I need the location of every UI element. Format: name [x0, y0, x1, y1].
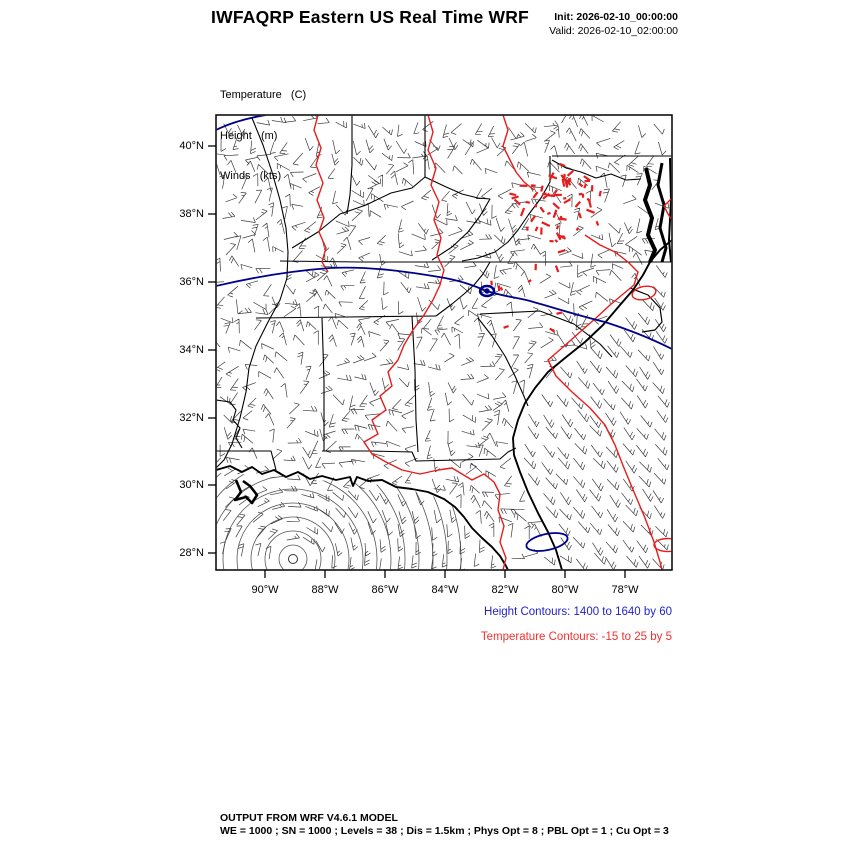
lat-tick-label: 40°N: [179, 140, 204, 152]
lon-tick-label: 86°W: [371, 584, 399, 596]
lon-tick-label: 84°W: [431, 584, 459, 596]
legend-temperature-line: Temperature (C): [220, 89, 307, 101]
init-timestamp: Init: 2026-02-10_00:00:00: [554, 11, 678, 23]
plot-title: IWFAQRP Eastern US Real Time WRF: [211, 7, 529, 27]
height-contour-lines: [216, 115, 672, 554]
lat-tick-label: 32°N: [179, 412, 204, 424]
lon-tick-label: 90°W: [251, 584, 279, 596]
temperature-contour-lines: [314, 115, 682, 570]
legend-height-line: Height (m): [220, 129, 278, 142]
lat-tick-label: 30°N: [179, 479, 204, 491]
lon-tick-label: 80°W: [551, 584, 579, 596]
footer-config-line: WE = 1000 ; SN = 1000 ; Levels = 38 ; Dis = 1.5km ; Phys Opt = 8 ; PBL Opt = 1 ; Cu Opt = 3: [220, 825, 669, 837]
footer-model-line: OUTPUT FROM WRF V4.6.1 MODEL: [220, 812, 398, 824]
map-frame: [216, 115, 672, 570]
lat-tick-label: 36°N: [179, 276, 204, 288]
height-contours-note: Height Contours: 1400 to 1640 by 60: [484, 606, 672, 618]
lat-tick-label: 34°N: [179, 344, 204, 356]
lon-tick-label: 82°W: [491, 584, 519, 596]
lon-tick-label: 78°W: [611, 584, 639, 596]
lon-tick-label: 88°W: [311, 584, 339, 596]
temperature-contours-note: Temperature Contours: -15 to 25 by 5: [480, 631, 672, 643]
wind-barbs-layer: [210, 111, 669, 572]
low-center-marker: [289, 555, 298, 564]
axis-ticks: [208, 146, 625, 578]
state-borders: [216, 115, 672, 470]
lat-tick-label: 38°N: [179, 208, 204, 220]
lat-tick-label: 28°N: [179, 547, 204, 559]
valid-timestamp: Valid: 2026-02-10_02:00:00: [549, 25, 678, 37]
legend-winds-line: Winds (kts): [220, 170, 282, 182]
